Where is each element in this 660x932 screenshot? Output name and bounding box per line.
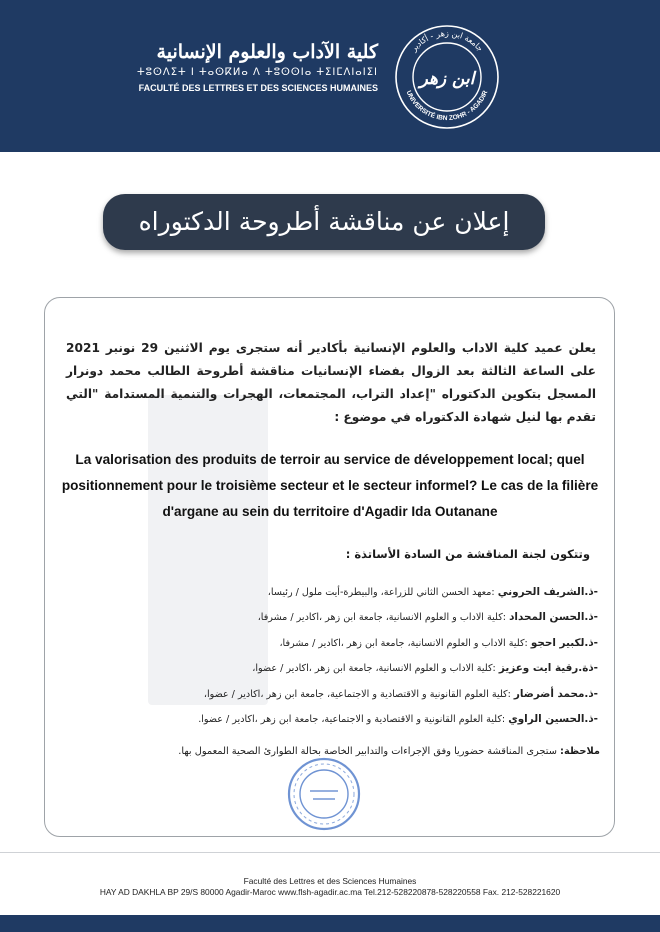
member-details: :كلية العلوم القانونية و الاقتصادية و الاجتماعية، جامعة ابن زهر ،اكادير / عضوا، xyxy=(203,688,511,700)
faculty-name-french: FACULTÉ DES LETTRES ET DES SCIENCES HUMAINES xyxy=(138,83,378,93)
thesis-title: La valorisation des produits de terroir au service de développement local; quel positionnement pour le troisième secteur et le secteur informel? Le cas de la filière d'argane au sein du territoire d'Agadir Ida Outanane xyxy=(61,452,599,519)
member-details: :معهد الحسن الثاني للزراعة، والبيطرة-أيت ملول / رئيسا، xyxy=(267,587,495,598)
university-seal-logo xyxy=(394,24,500,130)
announcement-title: إعلان عن مناقشة أطروحة الدكتوراه xyxy=(103,194,545,250)
seal-center-text: ابن زهر xyxy=(419,69,475,89)
header-banner xyxy=(0,0,660,152)
committee-list xyxy=(110,580,598,732)
footer-faculty: Faculté des Lettres et des Sciences Humaines xyxy=(243,876,417,886)
footer-divider xyxy=(0,852,660,853)
faculty-name-tifinagh: ⵜⵓⵙⴷⵉⵜ ⵏ ⵜⴰⵙⴽⵍⴰ ⴷ ⵜⵓⵙⵙⵏⴰ ⵜⵉⵏⵎⴷⵏⴰⵏⵉⵏ xyxy=(136,67,378,78)
member-details: :كلية العلوم القانونية و الاقتصادية و الاجتماعية، جامعة ابن زهر ،اكادير / عضوا. xyxy=(198,714,506,726)
member-name: -ذ.الشريف الحروني xyxy=(497,586,598,598)
announcement-intro: يعلن عميد كلية الاداب والعلوم الإنسانية بأكادير أنه ستجرى يوم الاثنين 29 نونبر 2021 على الساعة الثالثة بعد الزوال بفضاء الإنسانيات مناقشة أطروحة الطالب محمد دونرار المسجل بتكوين الدكتوراه "إعداد التراب، المجتمعات، الهجرات والتنمية المستدامة "التي تقدم بها لنيل شهادة الدكتوراه في موضوع : xyxy=(66,341,596,424)
faculty-name-arabic: كلية الآداب والعلوم الإنسانية xyxy=(156,41,378,63)
member-name: -ذ.لكبير احجو xyxy=(530,636,598,649)
footer xyxy=(0,876,660,898)
university-stamp-logo xyxy=(286,756,362,832)
footer-bar xyxy=(0,915,660,932)
committee-member xyxy=(110,631,598,656)
seal-top-text: جامعة ابن زهر - أكادير xyxy=(409,28,485,54)
member-name: -ذ.الحسن المحداد xyxy=(509,611,598,624)
member-details: :كلية الاداب و العلوم الانسانية، جامعة ابن زهر ،اكادير / مشرفا، xyxy=(279,637,528,649)
note-text: ستجرى المناقشة حضوريا وفق الإجراءات والتدابير الخاصة بحالة الطوارئ الصحية المعمول بها. xyxy=(178,746,557,757)
member-details: :كلية الاداب و العلوم الانسانية، جامعة ابن زهر ،اكادير / مشرفا، xyxy=(257,612,507,624)
committee-member xyxy=(110,707,598,732)
note-label: ملاحظة: xyxy=(560,746,600,757)
footer-address: HAY AD DAKHLA BP 29/S 80000 Agadir-Maroc www.flsh-agadir.ac.ma Tel.212-528220878-528220558 Fax. 212-528221620 xyxy=(99,887,561,897)
committee-member xyxy=(110,682,598,707)
committee-member xyxy=(110,656,598,681)
committee-member xyxy=(110,580,598,605)
committee-member xyxy=(110,605,598,630)
member-name: -ذ.الحسين الراوي xyxy=(508,713,598,726)
member-details: :كلية الاداب و العلوم الانسانية، جامعة ابن زهر ،اكادير / عضوا، xyxy=(252,663,496,675)
committee-heading: وتتكون لجنة المناقشة من السادة الأساتذة : xyxy=(345,547,590,561)
faculty-logo-text xyxy=(118,40,378,95)
seal-bottom-text: UNIVERSITÉ IBN ZOHR - AGADIR xyxy=(404,89,490,123)
member-name: -ذة.رقية ايت وعزيز xyxy=(498,662,598,675)
member-name: -ذ.محمد أضرضار xyxy=(513,687,598,700)
